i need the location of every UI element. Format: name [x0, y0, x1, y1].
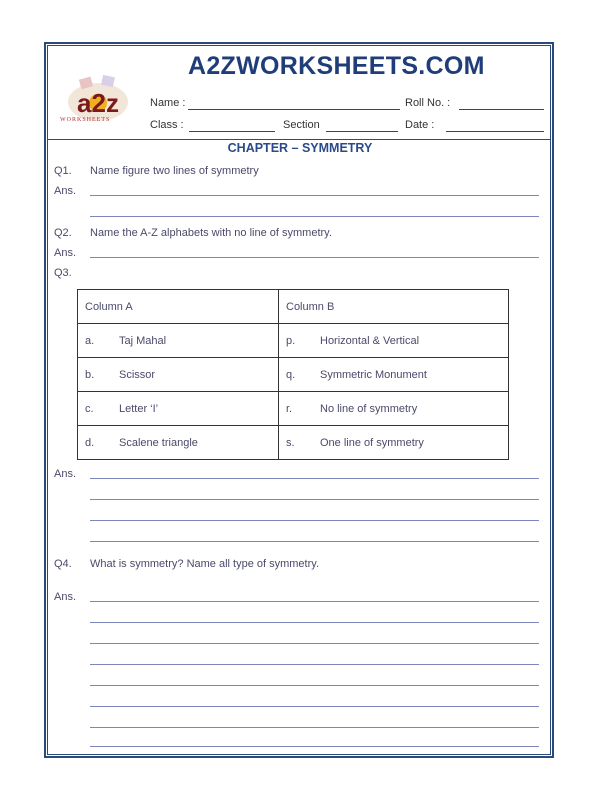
name-field[interactable]	[188, 109, 400, 110]
header-divider	[47, 139, 551, 140]
q3-number: Q3.	[54, 267, 72, 279]
q1-number: Q1.	[54, 165, 72, 177]
row-letter: d.	[85, 436, 95, 449]
q4-ans-label: Ans.	[54, 591, 77, 603]
roll-no-label: Roll No. :	[405, 97, 451, 109]
q1-answer-line[interactable]	[90, 216, 539, 217]
q3-answer-line[interactable]	[90, 478, 539, 479]
q4-answer-line[interactable]	[90, 746, 539, 747]
svg-text:a2z: a2z	[77, 88, 119, 118]
row-item: Horizontal & Vertical	[320, 334, 420, 347]
column-b-header: Column B	[286, 300, 335, 313]
q4-text: What is symmetry? Name all type of symmetry.	[90, 558, 320, 570]
q4-answer-line[interactable]	[90, 643, 539, 644]
chapter-title: CHAPTER – SYMMETRY	[227, 141, 373, 155]
q3-answer-line[interactable]	[90, 499, 539, 500]
q2-number: Q2.	[54, 227, 72, 239]
date-field[interactable]	[446, 131, 544, 132]
site-title: A2ZWORKSHEETS.COM	[188, 52, 485, 80]
row-item: One line of symmetry	[320, 436, 424, 449]
row-item: No line of symmetry	[320, 402, 418, 415]
row-letter: b.	[85, 368, 95, 381]
q2-answer-line[interactable]	[90, 257, 539, 258]
q3-answer-line[interactable]	[90, 520, 539, 521]
q4-answer-line[interactable]	[90, 706, 539, 707]
q2-ans-label: Ans.	[54, 247, 77, 259]
row-letter: a.	[85, 334, 95, 347]
row-letter: p.	[286, 334, 296, 347]
row-item: Taj Mahal	[119, 334, 167, 347]
q4-answer-line[interactable]	[90, 601, 539, 602]
roll-no-field[interactable]	[459, 109, 544, 110]
name-label: Name :	[150, 97, 186, 109]
row-letter: c.	[85, 402, 94, 415]
q4-answer-line[interactable]	[90, 727, 539, 728]
row-letter: r.	[286, 402, 293, 415]
row-item: Scissor	[119, 368, 156, 381]
q4-answer-line[interactable]	[90, 664, 539, 665]
table-row	[78, 392, 509, 426]
q1-ans-label: Ans.	[54, 185, 77, 197]
q4-answer-line[interactable]	[90, 685, 539, 686]
table-row	[78, 324, 509, 358]
q4-answer-line[interactable]	[90, 622, 539, 623]
row-item: Scalene triangle	[119, 436, 198, 449]
table-header-row	[78, 290, 509, 324]
row-letter: s.	[286, 436, 295, 449]
q4-number: Q4.	[54, 558, 72, 570]
q3-answer-line[interactable]	[90, 541, 539, 542]
logo-subtext: WORKSHEETS	[60, 117, 111, 123]
section-label: Section	[283, 119, 320, 131]
match-table	[77, 289, 509, 460]
class-field[interactable]	[189, 131, 275, 132]
row-item: Letter ‘I’	[119, 402, 159, 415]
table-row	[78, 426, 509, 460]
date-label: Date :	[405, 119, 435, 131]
q3-ans-label: Ans.	[54, 468, 77, 480]
q1-answer-line[interactable]	[90, 195, 539, 196]
q2-text: Name the A-Z alphabets with no line of symmetry.	[90, 227, 332, 239]
row-item: Symmetric Monument	[320, 368, 427, 381]
section-field[interactable]	[326, 131, 398, 132]
table-row	[78, 358, 509, 392]
q1-text: Name figure two lines of symmetry	[90, 165, 259, 177]
row-letter: q.	[286, 368, 296, 381]
class-label: Class :	[150, 119, 184, 131]
column-a-header: Column A	[85, 300, 133, 313]
